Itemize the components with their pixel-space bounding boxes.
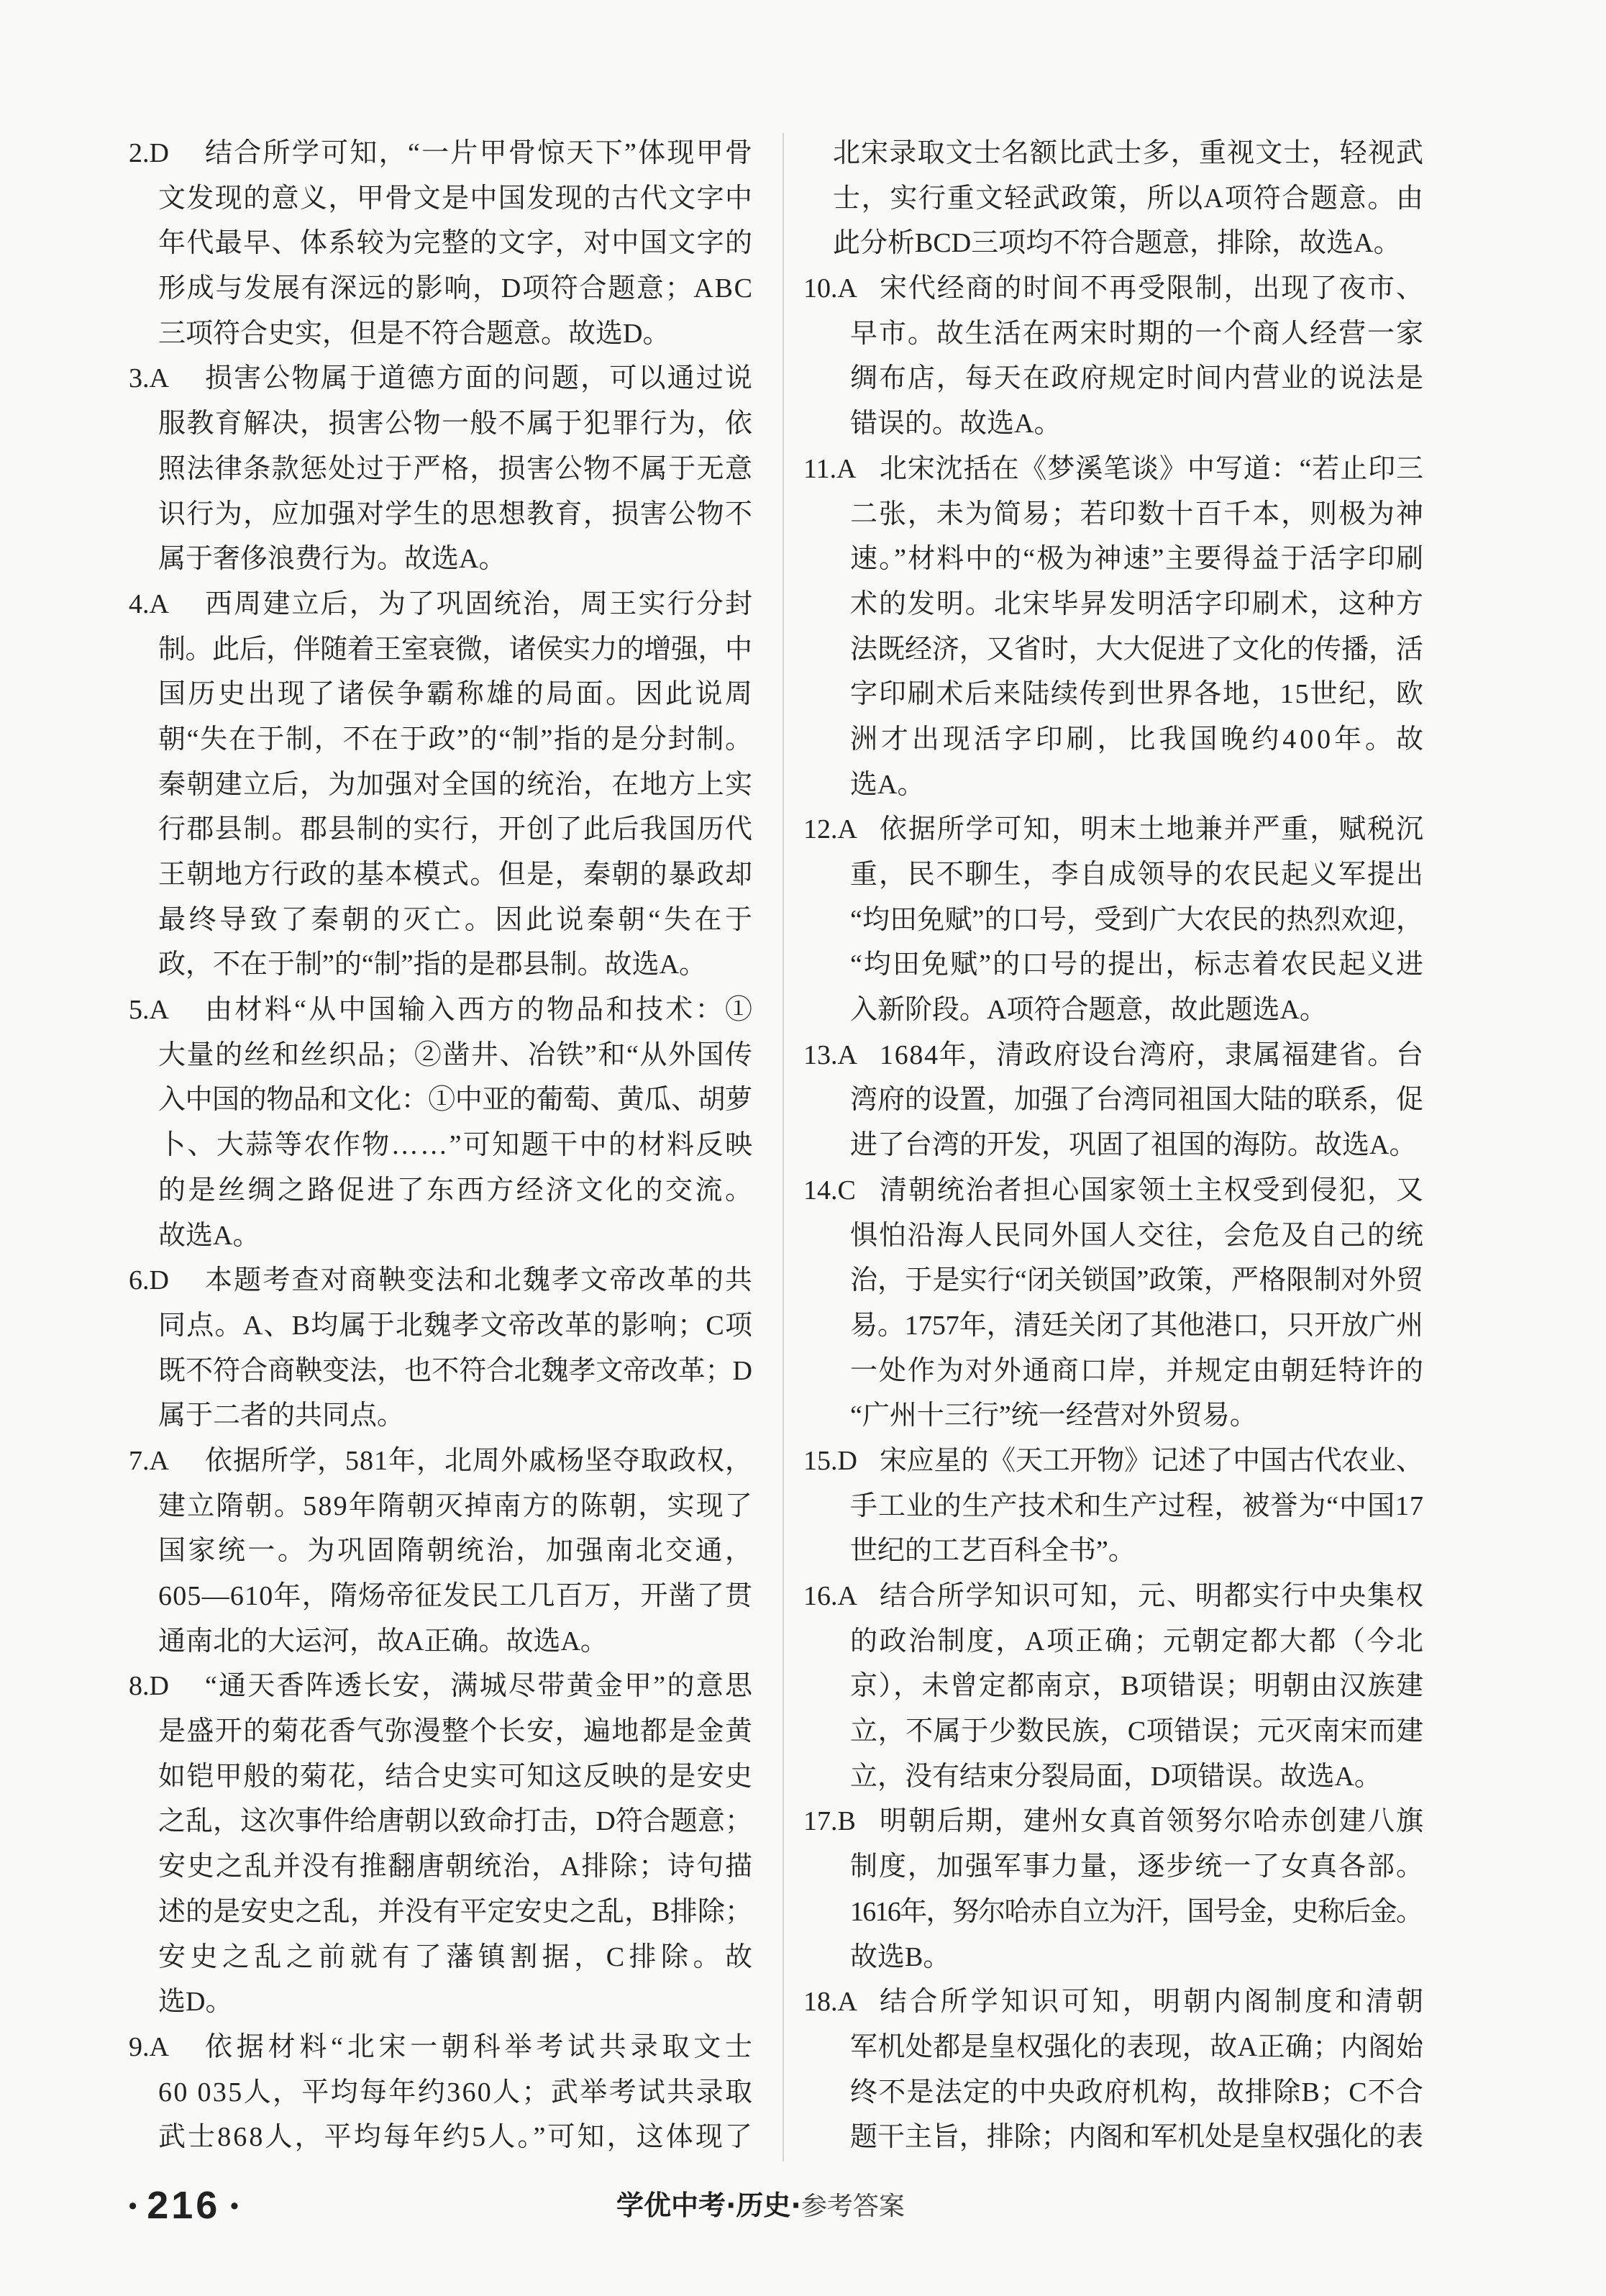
answer-text: 西周建立后，为了巩固统治，周王实行分封 xyxy=(205,588,754,619)
answer-number: 13.A xyxy=(803,1039,857,1070)
answer-item xyxy=(129,988,755,1258)
answer-line xyxy=(803,1258,1423,1303)
answer-text: 立，不属于少数民族，C项错误；元灭南宋而建 xyxy=(850,1716,1424,1747)
answer-line xyxy=(803,492,1423,537)
answer-line xyxy=(129,2025,757,2070)
answer-text: 605—610年，隋炀帝征发民工几百万，开凿了贯 xyxy=(158,1581,754,1611)
answer-line xyxy=(129,1078,752,1123)
answer-text: 服教育解决，损害公物一般不属于犯罪行为，依 xyxy=(158,409,754,439)
answer-line xyxy=(129,717,752,762)
answer-line xyxy=(803,1033,1423,1078)
answer-number: 14.C xyxy=(803,1175,856,1206)
answer-line xyxy=(803,627,1423,673)
answer-line xyxy=(129,1529,755,1574)
right-column xyxy=(803,131,1427,2160)
answer-number: 17.B xyxy=(803,1806,856,1837)
answer-line xyxy=(803,311,1423,357)
answer-text: 国家统一。为巩固隋朝统治，加强南北交通， xyxy=(158,1536,755,1567)
answer-text: 入新阶段。A项符合题意，故此题选A。 xyxy=(850,995,1327,1026)
answer-line xyxy=(803,2025,1423,2070)
answer-line xyxy=(129,1664,752,1709)
answer-text: 故选B。 xyxy=(850,1941,951,1972)
answer-number: 7.A xyxy=(129,1445,169,1476)
answer-line xyxy=(129,1619,752,1664)
answer-line xyxy=(129,401,752,447)
answer-item xyxy=(803,1980,1427,2160)
answer-text: 绸布店，每天在政府规定时间内营业的说法是 xyxy=(850,363,1425,394)
answer-text: 京），未曾定都南京，B项错误；明朝由汉族建 xyxy=(850,1671,1425,1702)
answer-line xyxy=(129,1033,752,1078)
answer-text: 大量的丝和丝织品；②凿井、冶铁”和“从外国传 xyxy=(158,1039,754,1070)
answer-number: 2.D xyxy=(129,138,169,168)
answer-line xyxy=(803,537,1423,582)
answer-text: 制度，加强军事力量，逐步统一了女真各部。 xyxy=(850,1851,1425,1882)
answer-text: 1616年，努尔哈赤自立为汗，国号金，史称后金。 xyxy=(850,1896,1423,1927)
answer-line xyxy=(803,1709,1423,1754)
answer-text: 选D。 xyxy=(158,1987,233,2018)
answer-text: 立，没有结束分裂局面，D项错误。故选A。 xyxy=(850,1761,1382,1792)
answer-text: 属于二者的共同点。 xyxy=(158,1400,405,1431)
answer-line xyxy=(129,176,752,222)
answer-text: 世纪的工艺百科全书”。 xyxy=(850,1536,1136,1567)
answer-text: 的政治制度，A项正确；元朝定都大都（今北 xyxy=(850,1626,1425,1657)
answer-number: 18.A xyxy=(803,1987,857,2018)
answer-line xyxy=(129,1213,752,1259)
answer-line xyxy=(803,1213,1423,1259)
answer-text: 错误的。故选A。 xyxy=(850,409,1062,439)
column-divider xyxy=(783,133,784,2161)
answer-text: 是盛开的菊花香气弥漫整个长安，遍地都是金黄 xyxy=(158,1716,754,1747)
answer-line xyxy=(129,582,752,627)
answer-line xyxy=(803,131,1423,176)
answer-line xyxy=(803,1664,1423,1709)
answer-line xyxy=(803,807,1423,852)
answer-item xyxy=(803,1574,1423,1799)
answer-line xyxy=(803,1168,1423,1213)
answer-text: 此分析BCD三项均不符合题意，排除，故选A。 xyxy=(833,228,1401,259)
answer-item xyxy=(803,1439,1423,1574)
answer-text: 术的发明。北宋毕昇发明活字印刷术，这种方 xyxy=(850,588,1425,619)
answer-text: 行郡县制。郡县制的实行，开创了此后我国历代 xyxy=(158,814,754,845)
answer-line xyxy=(803,898,1423,943)
answer-text: 照法律条款惩处过于严格，损害公物不属于无意 xyxy=(158,453,754,484)
answer-text: 卜、大蒜等农作物……”可知题干中的材料反映 xyxy=(158,1130,754,1161)
answer-number: 12.A xyxy=(803,814,857,845)
answer-text: 王朝地方行政的基本模式。但是，秦朝的暴政却 xyxy=(158,860,754,890)
answer-line xyxy=(129,762,752,808)
answer-line xyxy=(129,1980,752,2025)
answer-line xyxy=(803,1799,1423,1844)
answer-text: 一处作为对外通商口岸，并规定由朝廷特许的 xyxy=(850,1355,1425,1386)
answer-line xyxy=(803,1529,1423,1574)
answer-text: 宋应星的《天工开物》记述了中国古代农业、 xyxy=(880,1445,1423,1476)
answer-text: 士，实行重文轻武政策，所以A项符合题意。由 xyxy=(833,183,1425,214)
answer-line xyxy=(803,1980,1427,2025)
page-number-value: 216 xyxy=(147,2184,221,2228)
running-footer xyxy=(616,2179,905,2231)
answer-text: 同点。A、B均属于北魏孝文帝改革的影响；C项 xyxy=(158,1310,754,1341)
answer-item xyxy=(129,1439,755,1664)
answer-text: 惧怕沿海人民同外国人交往，会危及自己的统 xyxy=(850,1220,1425,1251)
answer-line xyxy=(129,1349,752,1394)
answer-line xyxy=(803,1844,1423,1890)
answer-number: 5.A xyxy=(129,995,169,1026)
answer-line xyxy=(803,1303,1423,1349)
answer-text: 的是丝绸之路促进了东西方经济文化的交流。 xyxy=(158,1175,755,1206)
answer-text: 之乱，这次事件给唐朝以致命打击，D符合题意； xyxy=(158,1806,753,1837)
answer-text: 识行为，应加强对学生的思想教育，损害公物不 xyxy=(158,498,754,529)
answer-text: 建立隋朝。589年隋朝灭掉南方的陈朝，实现了 xyxy=(158,1490,754,1521)
answer-text: 终不是法定的中央政府机构，故排除B；C不合 xyxy=(850,2077,1425,2108)
answer-line xyxy=(129,1799,752,1844)
answer-line xyxy=(129,1935,757,1980)
answer-item xyxy=(129,1258,752,1439)
answer-text: 湾府的设置，加强了台湾同祖国大陆的联系，促 xyxy=(850,1085,1423,1116)
answer-item xyxy=(129,2025,757,2160)
answer-item xyxy=(803,266,1423,447)
answer-line xyxy=(129,311,752,357)
answer-line xyxy=(803,1574,1423,1619)
answer-text: 法既经济，又省时，大大促进了文化的传播，活 xyxy=(850,634,1423,665)
answer-line xyxy=(803,401,1423,447)
book-title: 学优中考·历史· xyxy=(616,2190,801,2221)
answer-text: 宋代经商的时间不再受限制，出现了夜市、 xyxy=(880,273,1425,304)
answer-text: 既不符合商鞅变法，也不符合北魏孝文帝改革；D xyxy=(158,1355,753,1386)
answer-text: 清朝统治者担心国家领土主权受到侵犯，又 xyxy=(880,1175,1425,1206)
answer-text: 本题考查对商鞅变法和北魏孝文帝改革的共 xyxy=(205,1265,754,1296)
answer-line xyxy=(129,1890,752,1935)
answer-item xyxy=(803,447,1427,808)
answer-item xyxy=(129,1664,757,2025)
answer-text: 选A。 xyxy=(850,769,925,800)
answer-text: “均田免赋”的口号，受到广大农民的热烈欢迎， xyxy=(850,904,1424,935)
answer-line xyxy=(129,627,752,673)
answer-line xyxy=(129,131,752,176)
answer-number: 8.D xyxy=(129,1671,169,1702)
answer-line xyxy=(803,1890,1423,1935)
answer-item xyxy=(803,807,1423,1032)
answer-item xyxy=(129,582,756,988)
answer-line xyxy=(129,988,755,1033)
answer-text: 题干主旨，排除；内阁和军机处是皇权强化的表 xyxy=(850,2122,1423,2153)
answer-line xyxy=(803,1393,1423,1439)
answer-line xyxy=(803,1078,1423,1123)
answer-line xyxy=(803,852,1423,898)
answer-line xyxy=(803,672,1423,717)
answer-line xyxy=(129,942,752,988)
answer-line xyxy=(129,1439,752,1484)
answer-line xyxy=(129,1844,752,1890)
answer-line xyxy=(803,988,1423,1033)
answer-text: 结合所学知识可知，元、明都实行中央集权 xyxy=(880,1581,1425,1611)
answer-text: 重，民不聊生，李自成领导的农民起义军提出 xyxy=(850,860,1425,890)
answer-line xyxy=(803,2115,1423,2160)
answer-text: 手工业的生产技术和生产过程，被誉为“中国17 xyxy=(850,1490,1424,1521)
answer-line xyxy=(803,447,1423,492)
answer-text: 依据所学可知，明末土地兼并严重，赋税沉 xyxy=(880,814,1425,845)
answer-text: 依据所学，581年，北周外戚杨坚夺取政权， xyxy=(205,1445,753,1476)
answer-line xyxy=(129,898,756,943)
answer-line xyxy=(803,266,1423,311)
answer-number: 10.A xyxy=(803,273,857,304)
answer-line xyxy=(129,2070,752,2115)
answer-line xyxy=(803,1123,1423,1168)
answer-text: 明朝后期，建州女真首领努尔哈赤创建八旗 xyxy=(880,1806,1425,1837)
answer-line xyxy=(803,1754,1423,1800)
answer-text: 文发现的意义，甲骨文是中国发现的古代文字中 xyxy=(158,183,754,214)
section-label: 参考答案 xyxy=(800,2192,905,2221)
answer-line xyxy=(803,717,1427,762)
answer-line xyxy=(129,1574,752,1619)
answer-line xyxy=(803,2070,1423,2115)
answer-line xyxy=(129,356,752,401)
answer-text: 治，于是实行“闭关锁国”政策，严格限制对外贸 xyxy=(850,1265,1424,1296)
answer-text: 损害公物属于道德方面的问题，可以通过说 xyxy=(205,363,754,394)
answer-line xyxy=(803,176,1423,222)
answer-text: 秦朝建立后，为加强对全国的统治，在地方上实 xyxy=(158,769,754,800)
answer-line xyxy=(129,447,752,492)
answer-item xyxy=(803,1033,1423,1168)
answer-text: 制。此后，伴随着王室衰微，诸侯实力的增强，中 xyxy=(158,634,752,665)
answer-line xyxy=(129,492,752,537)
answer-text: 早市。故生活在两宋时期的一个商人经营一家 xyxy=(850,318,1425,349)
answer-text: “通天香阵透长安，满城尽带黄金甲”的意思 xyxy=(205,1671,754,1702)
answer-number: 6.D xyxy=(129,1265,169,1296)
answer-text: 入中国的物品和文化：①中亚的葡萄、黄瓜、胡萝 xyxy=(158,1085,752,1116)
answer-text: 进了台湾的开发，巩固了祖国的海防。故选A。 xyxy=(850,1130,1417,1161)
answer-text: 安史之乱并没有推翻唐朝统治，A排除；诗句描 xyxy=(158,1851,754,1882)
answer-text: 北宋沈括在《梦溪笔谈》中写道：“若止印三 xyxy=(880,453,1424,484)
answer-text: 述的是安史之乱，并没有平定安史之乱，B排除； xyxy=(158,1896,753,1927)
answer-text: 60 035人，平均每年约360人；武举考试共录取 xyxy=(158,2077,754,2108)
answer-line xyxy=(129,807,752,852)
answer-line xyxy=(129,1754,752,1800)
answer-text: 由材料“从中国输入西方的物品和技术：① xyxy=(205,995,755,1026)
answer-line xyxy=(129,1393,752,1439)
answer-item xyxy=(129,131,752,356)
answer-line xyxy=(803,356,1423,401)
answer-line xyxy=(803,942,1423,988)
answer-line xyxy=(803,1619,1423,1664)
answer-line xyxy=(803,1349,1423,1394)
answer-number: 11.A xyxy=(803,453,857,484)
answer-item xyxy=(803,131,1423,266)
answer-text: “均田免赋”的口号的提出，标志着农民起义进 xyxy=(850,949,1425,980)
answer-line xyxy=(129,2115,755,2160)
answer-text: 二张，未为简易；若印数十百千本，则极为神 xyxy=(850,498,1425,529)
answer-line xyxy=(803,582,1423,627)
answer-text: 政，不在于制”的“制”指的是郡县制。故选A。 xyxy=(158,949,707,980)
answer-number: 9.A xyxy=(129,2031,169,2062)
answer-number: 15.D xyxy=(803,1445,857,1476)
answer-text: 最终导致了秦朝的灭亡。因此说秦朝“失在于 xyxy=(158,904,756,935)
answer-text: 三项符合史实，但是不符合题意。故选D。 xyxy=(158,318,670,349)
answer-text: 形成与发展有深远的影响，D项符合题意；ABC xyxy=(158,273,754,304)
page-number-bullet-left: • xyxy=(129,2192,137,2219)
answer-line xyxy=(129,1168,755,1213)
answer-number: 3.A xyxy=(129,363,169,394)
answer-text: 结合所学可知，“一片甲骨惊天下”体现甲骨 xyxy=(205,138,754,168)
answer-text: 北宋录取文士名额比武士多，重视文士，轻视武 xyxy=(833,138,1425,168)
left-column xyxy=(129,131,757,2160)
answer-text: 如铠甲般的菊花，结合史实可知这反映的是安史 xyxy=(158,1761,754,1792)
answer-line xyxy=(129,852,752,898)
answer-text: 年代最早、体系较为完整的文字，对中国文字的 xyxy=(158,228,754,259)
answer-line xyxy=(129,672,755,717)
answer-text: 速。”材料中的“极为神速”主要得益于活字印刷 xyxy=(850,544,1425,575)
answer-text: 1684年，清政府设台湾府，隶属福建省。台 xyxy=(880,1039,1425,1070)
answer-text: 军机处都是皇权强化的表现，故A正确；内阁始 xyxy=(850,2031,1424,2062)
answer-text: 朝“失在于制，不在于政”的“制”指的是分封制。 xyxy=(158,724,754,755)
answer-text: 通南北的大运河，故A正确。故选A。 xyxy=(158,1626,608,1657)
answer-text: 国历史出现了诸侯争霸称雄的局面。因此说周 xyxy=(158,679,755,710)
page-number xyxy=(129,2179,239,2231)
answer-line xyxy=(129,1484,752,1529)
answer-item xyxy=(803,1168,1423,1439)
answer-text: 属于奢侈浪费行为。故选A。 xyxy=(158,544,506,575)
answer-text: 武士868人，平均每年约5人。”可知，这体现了 xyxy=(158,2122,755,2153)
answer-text: 字印刷术后来陆续传到世界各地，15世纪，欧 xyxy=(850,679,1425,710)
answer-line xyxy=(129,537,752,582)
answer-line xyxy=(129,266,752,311)
answer-item xyxy=(129,356,752,581)
answer-text: 故选A。 xyxy=(158,1220,260,1251)
answer-text: 依据材料“北宋一朝科举考试共录取文士 xyxy=(205,2031,757,2062)
answer-text: 洲才出现活字印刷，比我国晚约400年。故 xyxy=(850,724,1427,755)
answer-number: 4.A xyxy=(129,588,169,619)
answer-line xyxy=(129,1258,752,1303)
answer-text: 结合所学知识可知，明朝内阁制度和清朝 xyxy=(880,1987,1427,2018)
answer-line xyxy=(803,1935,1423,1980)
answer-line xyxy=(803,762,1423,808)
answer-item xyxy=(803,1799,1423,1980)
answer-line xyxy=(129,1123,752,1168)
answer-text: 易。1757年，清廷关闭了其他港口，只开放广州 xyxy=(850,1310,1423,1341)
answer-line xyxy=(129,1303,752,1349)
answer-line xyxy=(803,221,1423,266)
answer-text: 安史之乱之前就有了藩镇割据，C排除。故 xyxy=(158,1941,757,1972)
answer-line xyxy=(803,1439,1423,1484)
answer-number: 16.A xyxy=(803,1581,857,1611)
answer-line xyxy=(129,221,752,266)
page-number-bullet-right: • xyxy=(230,2192,239,2219)
answer-line xyxy=(129,1709,752,1754)
answer-line xyxy=(803,1484,1423,1529)
answer-text: “广州十三行”统一经营对外贸易。 xyxy=(850,1400,1257,1431)
